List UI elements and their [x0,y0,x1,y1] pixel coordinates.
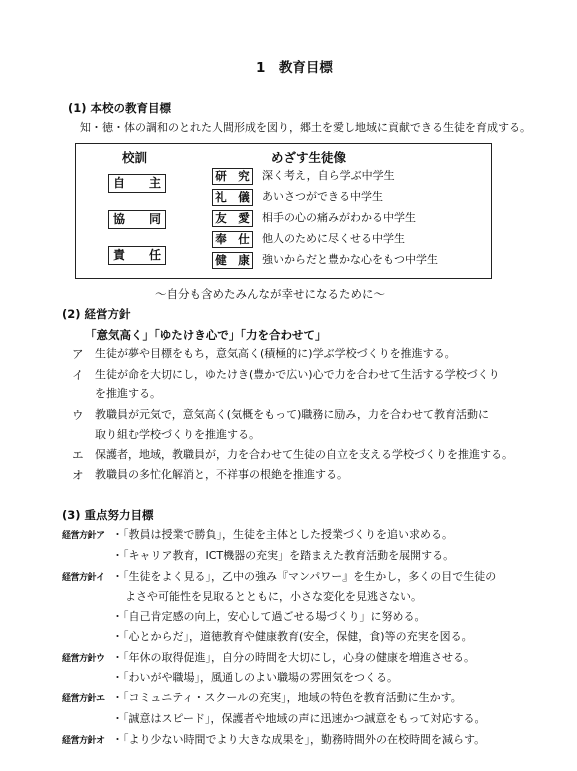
key-hoshi: 奉 仕 [212,231,253,248]
kunsoku-jishu: 自 主 [108,174,166,193]
ideal-student-2: あいさつができる中学生 [262,190,383,203]
kunsoku-kyodo: 協 同 [108,210,166,229]
kunsoku-header: 校訓 [122,150,148,165]
focus-label-a: 経営方針ア [62,531,105,541]
focus-label-u: 経営方針ウ [62,654,105,664]
key-reigi: 礼 儀 [212,189,253,206]
policy-mark-a: ア [72,347,84,361]
focus-row-4: よさや可能性を見取るとともに，小さな変化を見逃さない。 [125,590,422,603]
policy-i-line2: を推進する。 [95,387,161,400]
policy-slogan: 「意気高く」「ゆたけき心で」「力を合わせて」 [85,328,327,342]
focus-row-8: ・「わいがや職場」，風通しのよい職場の雰囲気をつくる。 [112,671,398,684]
ideal-student-5: 強いからだと豊かな心をもつ中学生 [262,253,438,266]
focus-row-10: ・「誠意はスピード」，保護者や地域の声に迅速かつ誠意をもって対応する。 [112,712,486,725]
policy-mark-u: ウ [72,408,84,422]
policy-u-line1: 教職員が元気で，意気高く(気概をもって)職務に励み，力を合わせて教育活動に [95,408,490,421]
focus-row-1: ・「教員は授業で勝負」，生徒を主体とした授業づくりを追い求める。 [112,528,453,541]
ideal-student-3: 相手の心の痛みがわかる中学生 [262,211,416,224]
ideal-student-4: 他人のために尽くせる中学生 [262,232,405,245]
motto: 〜自分も含めたみんなが幸せになるために〜 [155,287,385,301]
ideal-student-1: 深く考え，自ら学ぶ中学生 [262,169,395,182]
policy-u-line2: 取り組む学校づくりを推進する。 [95,428,260,441]
focus-label-i: 経営方針イ [62,573,105,583]
key-kenko: 健 康 [212,252,253,269]
focus-row-6: ・「心とからだ」，道徳教育や健康教育(安全，保健，食)等の充実を図る。 [112,630,473,643]
kunsoku-sekinin: 責 任 [108,246,166,265]
education-goal-text: 知・徳・体の調和のとれた人間形成を図り，郷土を愛し地域に貢献できる生徒を育成する。 [80,121,531,134]
policy-e-line1: 保護者，地域，教職員が，力を合わせて生徒の自立を支える学校づくりを推進する。 [95,448,513,461]
policy-mark-o: オ [72,468,84,482]
mezasu-header: めざす生徒像 [271,150,347,165]
policy-a-line1: 生徒が夢や目標をもち，意気高く(積極的に)学ぶ学校づくりを推進する。 [95,347,456,360]
section-heading-2: (2) 経営方針 [62,307,131,321]
page-title: 1 教育目標 [256,60,333,76]
focus-row-9: ・「コミュニティ・スクールの充実」，地域の特色を教育活動に生かす。 [112,691,462,704]
key-kenkyu: 研 究 [212,168,253,185]
focus-row-11: ・「より少ない時間でより大きな成果を」，勤務時間外の在校時間を減らす。 [112,733,486,746]
focus-row-5: ・「自己肯定感の向上，安心して過ごせる場づくり」に努める。 [112,610,426,623]
policy-o-line1: 教職員の多忙化解消と，不祥事の根絶を推進する。 [95,468,348,481]
policy-i-line1: 生徒が命を大切にし，ゆたけき(豊かで広い)心で力を合わせて生活する学校づくり [95,368,500,381]
focus-row-2: ・「キャリア教育，ICT機器の充実」を踏まえた教育活動を展開する。 [112,549,455,562]
key-yuai: 友 愛 [212,210,253,227]
policy-mark-i: イ [72,368,84,382]
focus-row-7: ・「年休の取得促進」，自分の時間を大切にし，心身の健康を増進させる。 [112,651,475,664]
focus-label-e: 経営方針エ [62,694,105,704]
section-heading-3: (3) 重点努力目標 [62,508,154,522]
section-heading-1: (1) 本校の教育目標 [68,101,172,115]
focus-label-o: 経営方針オ [62,736,105,746]
focus-row-3: ・「生徒をよく見る」，乙中の強み『マンパワー』を生かし，多くの目で生徒の [112,570,497,583]
policy-mark-e: エ [72,448,84,462]
